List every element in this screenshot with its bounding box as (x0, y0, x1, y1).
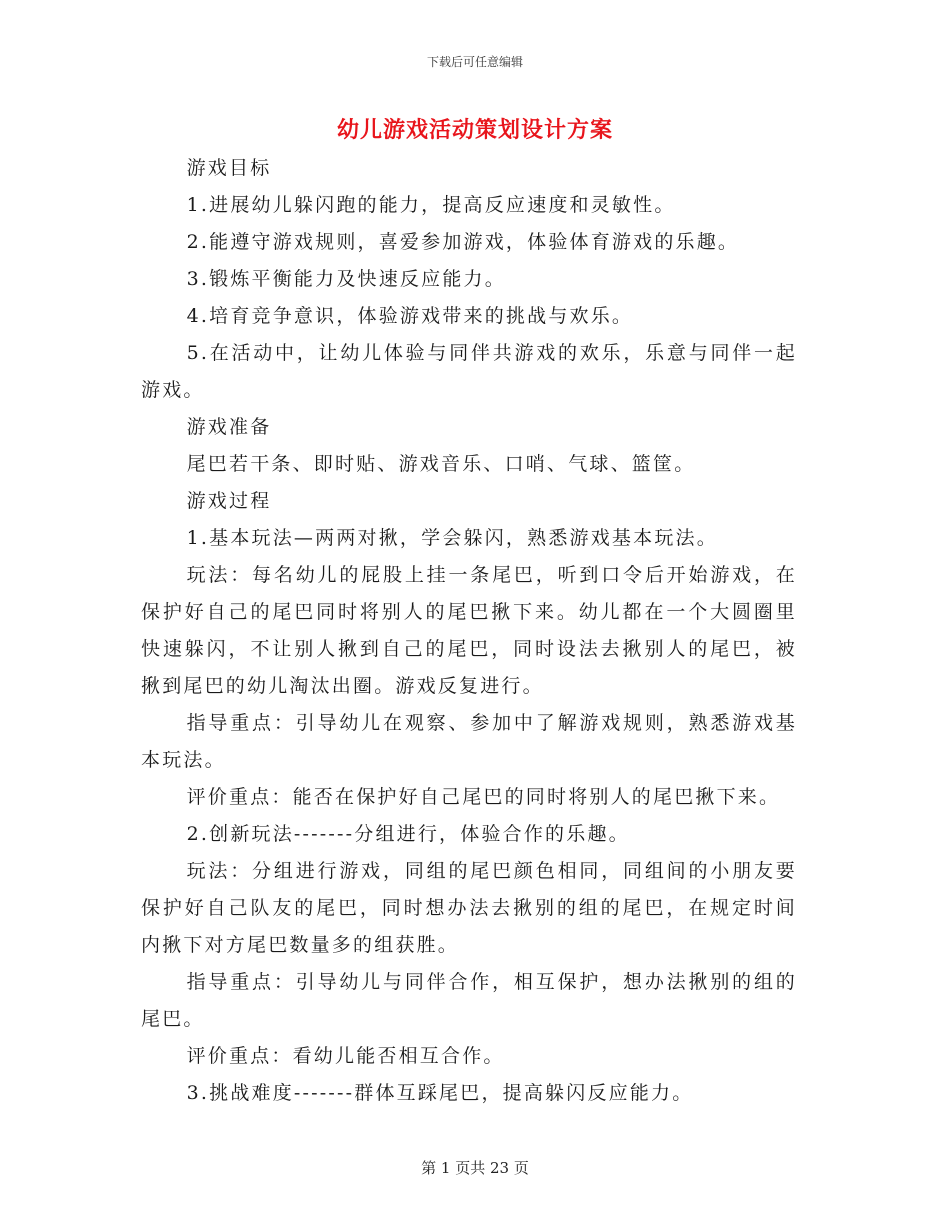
goal-item: 4.培育竞争意识，体验游戏带来的挑战与欢乐。 (186, 305, 634, 327)
process-paragraph: 评价重点：看幼儿能否相互合作。 (186, 1045, 505, 1067)
goal-item: 5.在活动中，让幼儿体验与同伴共游戏的欢乐，乐意与同伴一起游戏。 (141, 342, 797, 401)
process-paragraph: 指导重点：引导幼儿在观察、参加中了解游戏规则，熟悉游戏基本玩法。 (141, 712, 797, 771)
document-body (141, 150, 797, 1112)
process-step: 3.挑战难度-------群体互踩尾巴，提高躲闪反应能力。 (186, 1082, 694, 1104)
section-heading-process: 游戏过程 (186, 490, 272, 512)
process-step: 1.基本玩法—两两对揪，学会躲闪，熟悉游戏基本玩法。 (186, 527, 718, 549)
section-heading-goals: 游戏目标 (186, 157, 272, 179)
process-paragraph: 评价重点：能否在保护好自己尾巴的同时将别人的尾巴揪下来。 (186, 786, 781, 808)
page-footer: 第 1 页共 23 页 (421, 1159, 529, 1177)
process-step: 2.创新玩法-------分组进行，体验合作的乐趣。 (186, 823, 630, 845)
process-paragraph: 玩法：分组进行游戏，同组的尾巴颜色相同，同组间的小朋友要保护好自己队友的尾巴，同时想办法去揪别的组的尾巴，在规定时间内揪下对方尾巴数量多的组获胜。 (141, 860, 797, 956)
process-paragraph: 指导重点：引导幼儿与同伴合作，相互保护，想办法揪别的组的尾巴。 (141, 971, 797, 1030)
process-paragraph: 玩法：每名幼儿的屁股上挂一条尾巴，听到口令后开始游戏，在保护好自己的尾巴同时将别人的尾巴揪下来。幼儿都在一个大圆圈里快速躲闪，不让别人揪到自己的尾巴，同时设法去揪别人的尾巴，被揪到尾巴的幼儿淘汰出圈。游戏反复进行。 (141, 564, 797, 697)
section-heading-preparation: 游戏准备 (186, 416, 272, 438)
preparation-list: 尾巴若干条、即时贴、游戏音乐、口哨、气球、篮筐。 (186, 453, 696, 475)
document-title: 幼儿游戏活动策划设计方案 (336, 117, 613, 143)
goal-item: 2.能遵守游戏规则，喜爱参加游戏，体验体育游戏的乐趣。 (186, 231, 740, 253)
goal-item: 1.进展幼儿躲闪跑的能力，提高反应速度和灵敏性。 (186, 194, 676, 216)
header-note: 下载后可任意编辑 (426, 55, 523, 69)
goal-item: 3.锻炼平衡能力及快速反应能力。 (186, 268, 506, 290)
